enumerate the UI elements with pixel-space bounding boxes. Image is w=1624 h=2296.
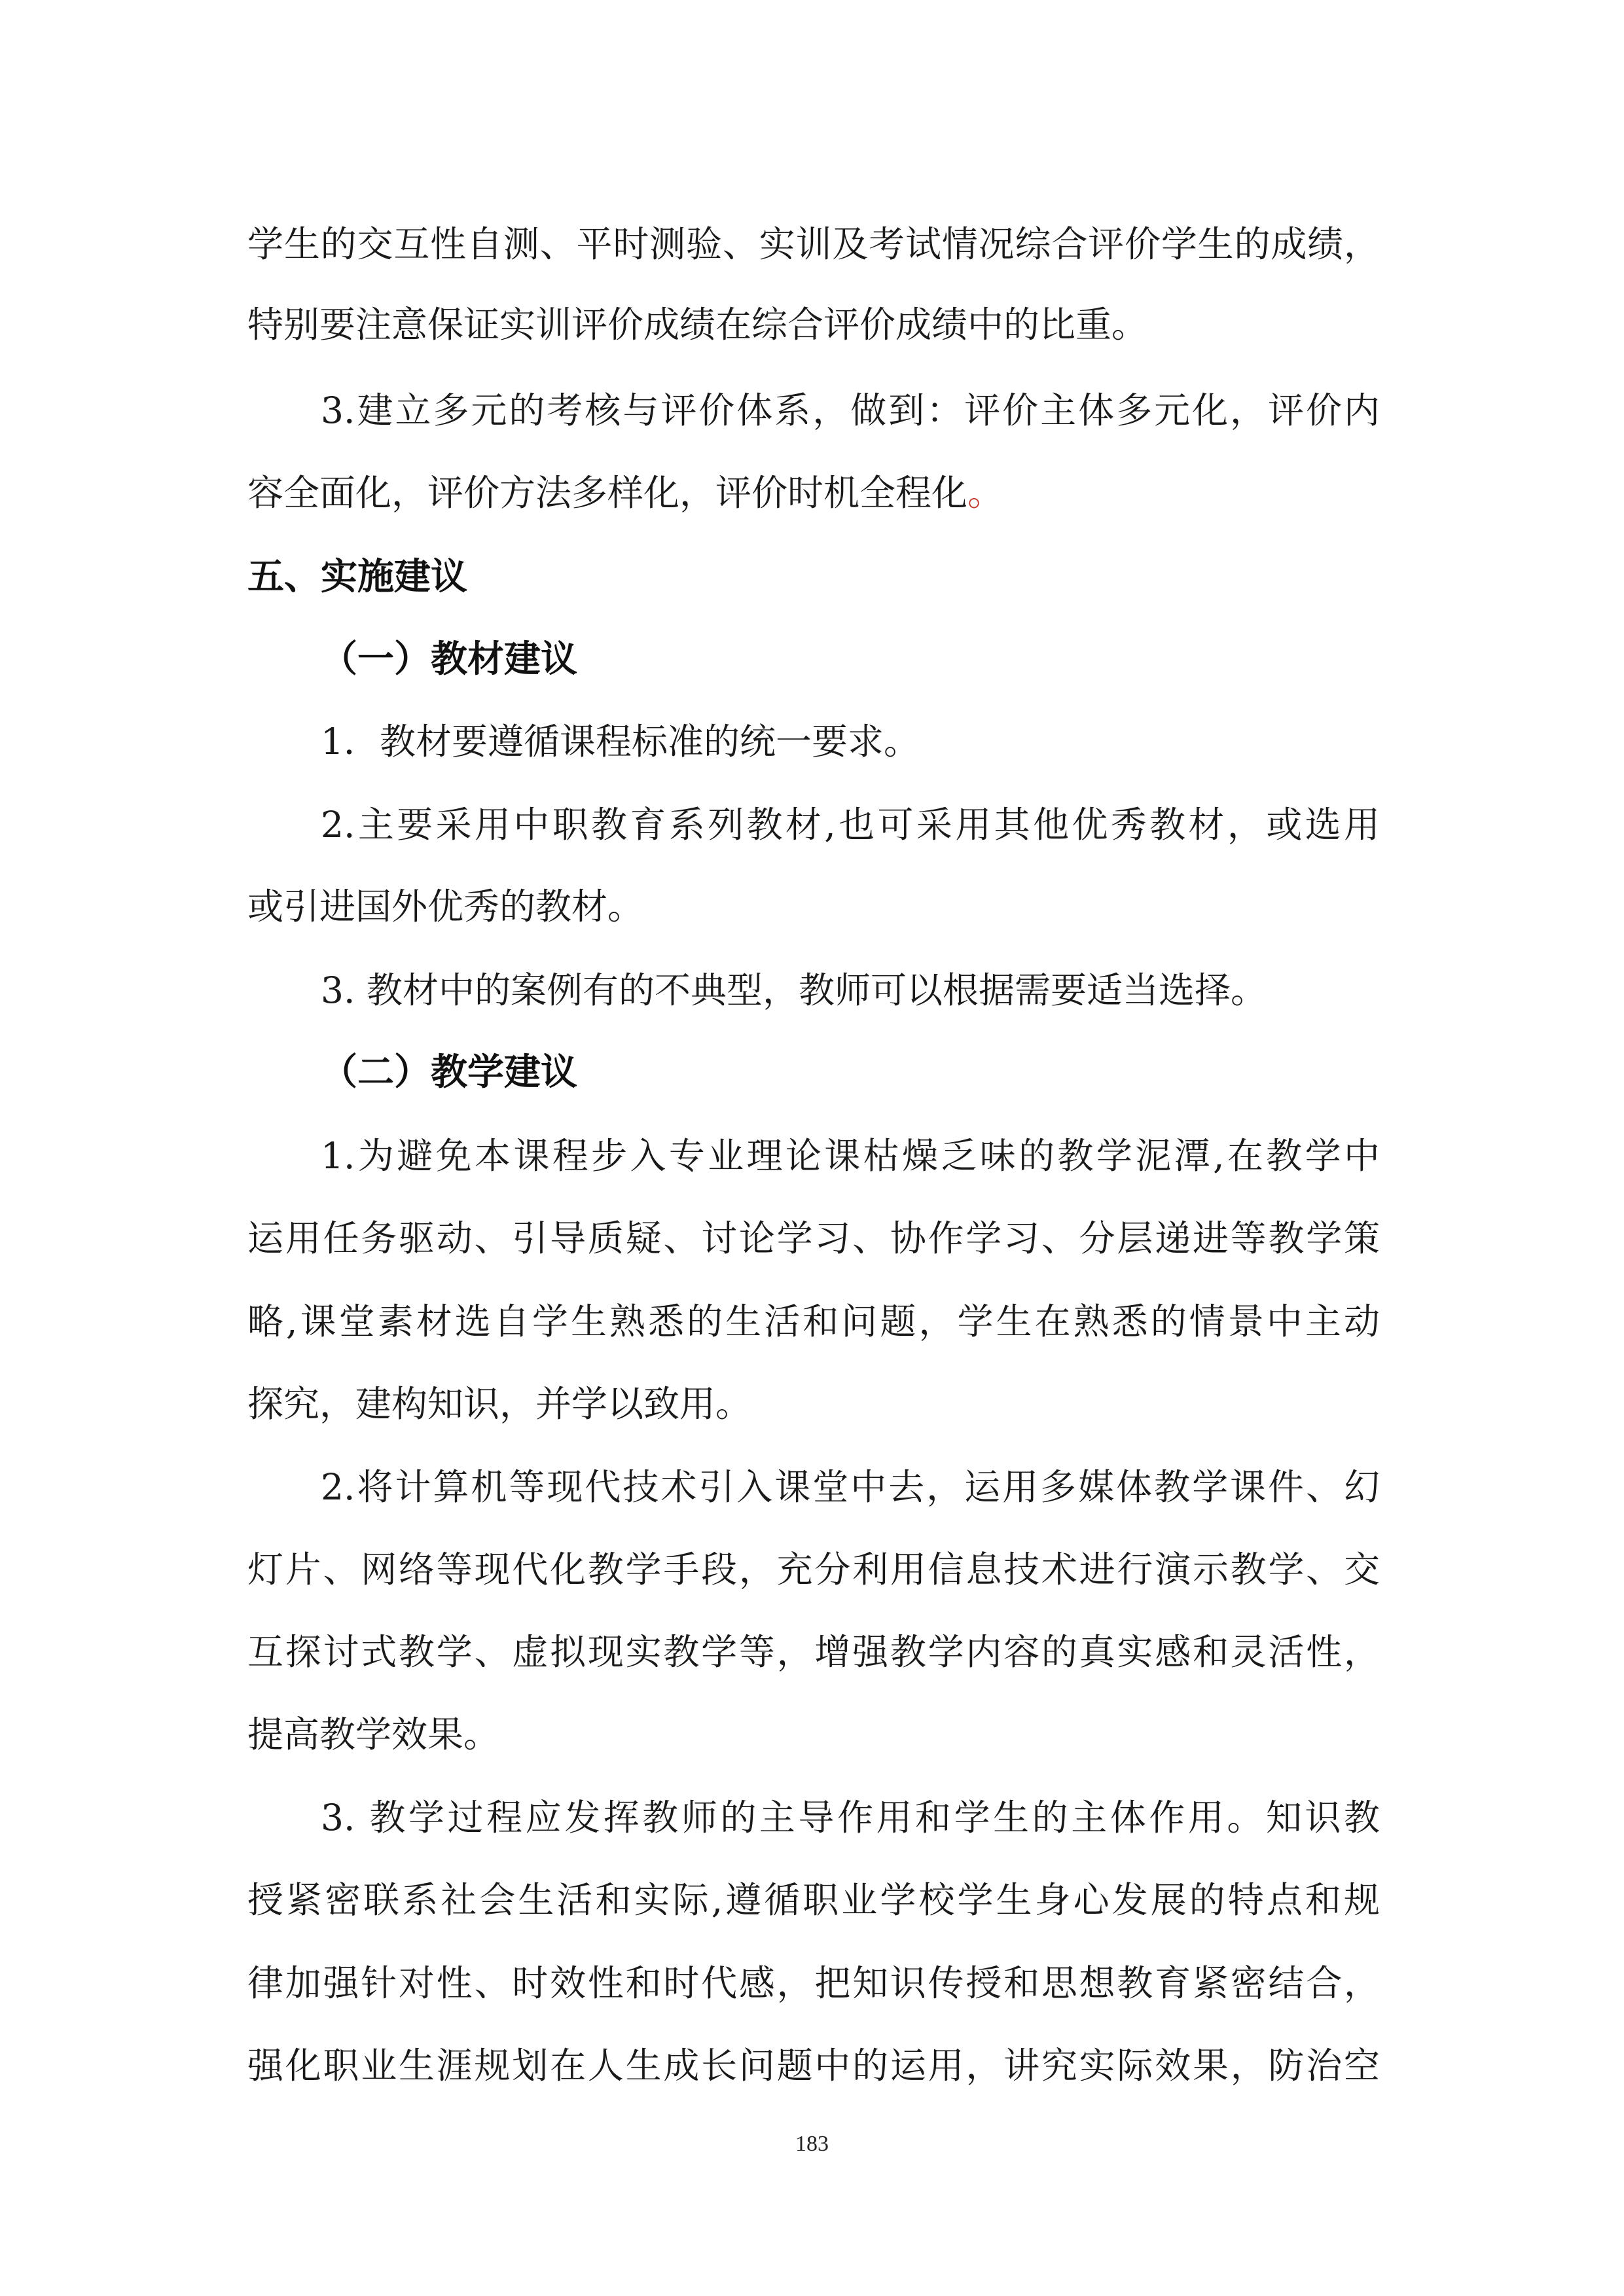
paragraph-line: 强化职业生涯规划在人生成长问题中的运用，讲究实际效果，防治空: [247, 2045, 1380, 2087]
paragraph-line: 探究，建构知识，并学以致用。: [247, 1383, 752, 1425]
paragraph-line: 互探讨式教学、虚拟现实教学等，增强教学内容的真实感和灵活性，: [247, 1631, 1380, 1673]
subsection-heading: （一）教材建议: [321, 638, 577, 681]
paragraph-line: 3. 教材中的案例有的不典型，教师可以根据需要适当选择。: [321, 969, 1267, 1011]
paragraph-line: 授紧密联系社会生活和实际,遵循职业学校学生身心发展的特点和规: [247, 1879, 1380, 1921]
paragraph-line: 1．教材要遵循课程标准的统一要求。: [321, 721, 920, 762]
paragraph-line: [247, 467, 1380, 519]
paragraph-line: 3.建立多元的考核与评价体系，做到：评价主体多元化，评价内: [321, 389, 1380, 431]
paragraph-line: 律加强针对性、时效性和时代感，把知识传授和思想教育紧密结合，: [247, 1962, 1380, 2004]
paragraph-line: 或引进国外优秀的教材。: [247, 886, 644, 927]
paragraph-line: 2.将计算机等现代技术引入课堂中去，运用多媒体教学课件、幻: [321, 1466, 1380, 1508]
paragraph-line: 1.为避免本课程步入专业理论课枯燥乏味的教学泥潭,在教学中: [321, 1135, 1380, 1177]
paragraph-line: 运用任务驱动、引导质疑、讨论学习、协作学习、分层递进等教学策: [247, 1217, 1380, 1259]
paragraph-line: 学生的交互性自测、平时测验、实训及考试情况综合评价学生的成绩，: [247, 223, 1380, 265]
red-period: 。: [967, 472, 1004, 514]
section-heading: 五、实施建议: [247, 556, 467, 598]
paragraph-line: 2.主要采用中职教育系列教材,也可采用其他优秀教材，或选用: [321, 804, 1380, 846]
paragraph-line: 灯片、网络等现代化教学手段，充分利用信息技术进行演示教学、交: [247, 1549, 1380, 1590]
paragraph-text: 容全面化，评价方法多样化，评价时机全程化: [247, 472, 968, 514]
paragraph-line: 略,课堂素材选自学生熟悉的生活和问题，学生在熟悉的情景中主动: [247, 1300, 1380, 1342]
subsection-heading: （二）教学建议: [321, 1051, 577, 1094]
paragraph-line: 3. 教学过程应发挥教师的主导作用和学生的主体作用。知识教: [321, 1797, 1380, 1839]
paragraph-line: 提高教学效果。: [247, 1713, 500, 1755]
paragraph-line: 特别要注意保证实训评价成绩在综合评价成绩中的比重。: [247, 304, 1148, 346]
page-number: 183: [795, 2132, 829, 2156]
